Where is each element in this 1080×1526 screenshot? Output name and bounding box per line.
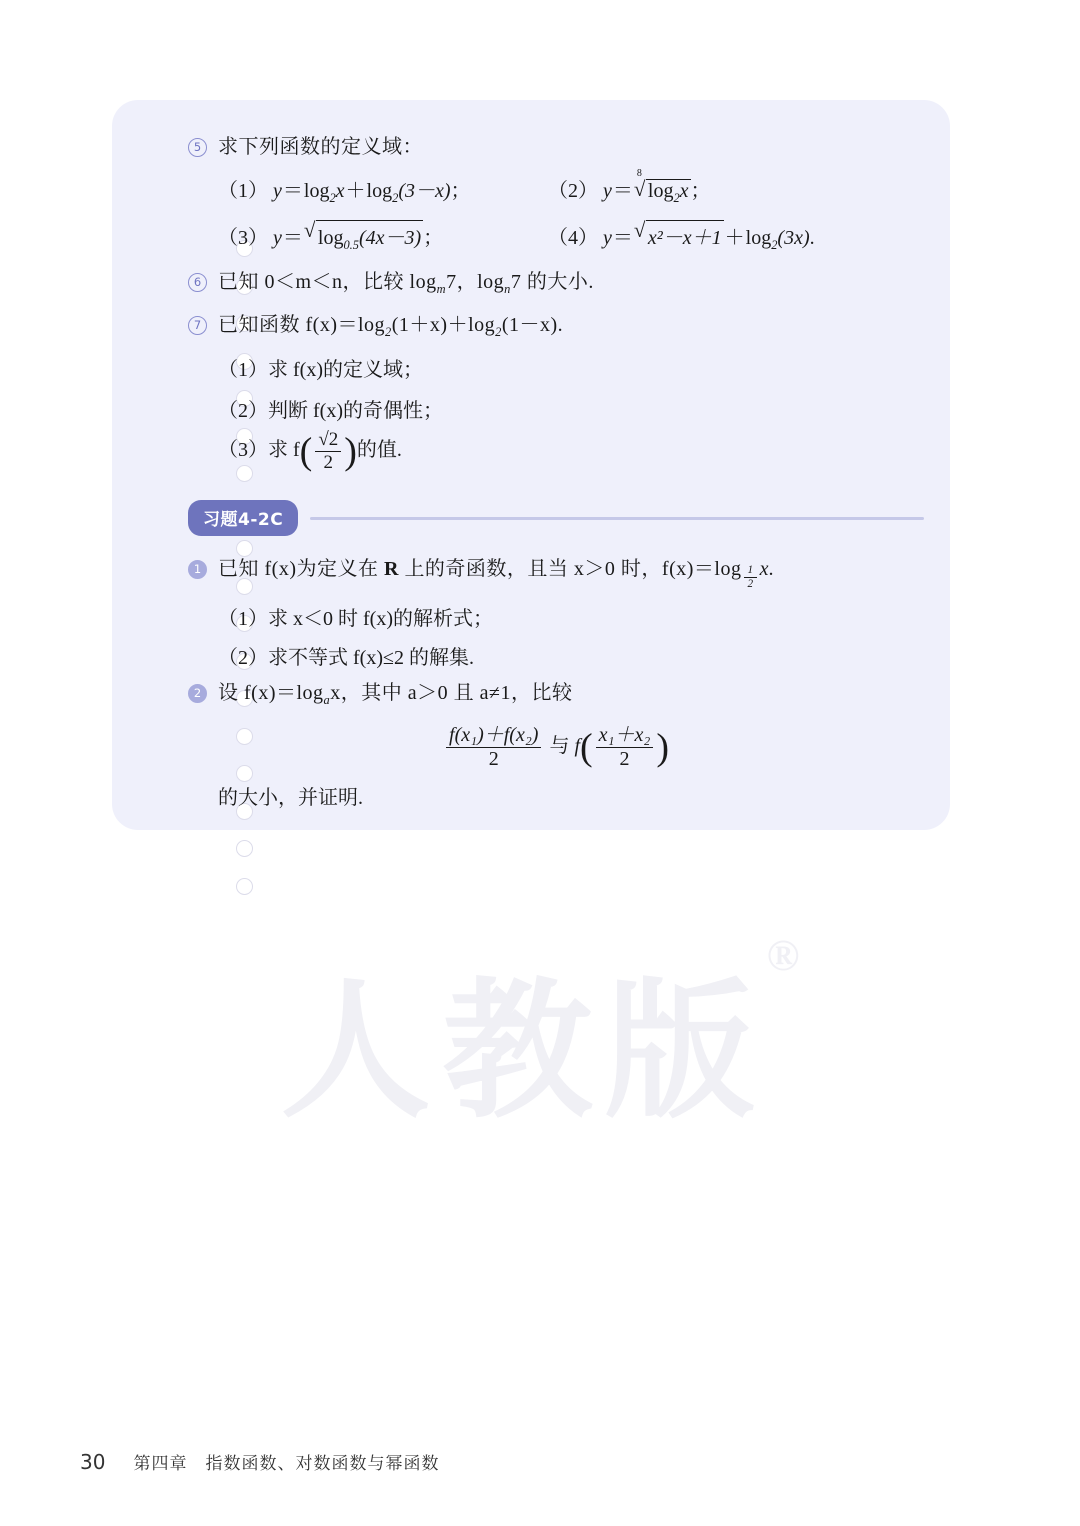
section-header: [188, 500, 924, 536]
formula-middle: 与: [549, 734, 570, 757]
sub-fraction-denominator: 2: [744, 577, 756, 591]
item-6-sub-m: m: [436, 282, 447, 296]
item-5-2-y: y: [603, 180, 612, 202]
item-5-3-eq: ＝: [282, 227, 303, 249]
radical-8th-root: [634, 168, 691, 206]
item-5-4-arg: (3x): [777, 227, 810, 249]
formula-left-fraction: [446, 724, 541, 771]
item-c1-sub-fraction: [741, 563, 759, 590]
item-6-part-b: 7，log: [446, 271, 505, 293]
fraction-numerator: √2: [318, 429, 339, 451]
item-6-part-c: 7 的大小.: [510, 271, 594, 293]
item-5-2-log: log: [647, 180, 674, 202]
fraction-denominator: 2: [315, 451, 341, 474]
radical-sqrt-3: [304, 220, 423, 253]
item-5-1-label: （1）: [218, 180, 268, 202]
item-5-3-arg: (4x－3): [358, 227, 422, 249]
item-5-3-end: ；: [423, 227, 444, 249]
item-5-2-base: 2: [673, 191, 680, 205]
item-c2-text: [218, 678, 572, 710]
exercise-content: [188, 132, 924, 810]
publisher-watermark: [0, 930, 1080, 1146]
item-number-6: 6: [188, 273, 207, 292]
item-6-sub-n: n: [504, 282, 511, 296]
item-5-1-log2: log: [366, 180, 393, 202]
item-5-1-log1: log: [303, 180, 330, 202]
item-c1-bold-R: R: [383, 558, 399, 581]
item-5-1-arg1: x: [335, 180, 345, 202]
item-7-sub-3: [188, 429, 924, 474]
formula-left-numerator: f(x₁)＋f(x₂): [449, 723, 539, 746]
item-5-1-end: ；: [450, 180, 471, 202]
exercise-card: [112, 100, 950, 830]
item-c2-a: 设 f(x)＝log: [218, 681, 324, 704]
exercise-c-item-2: [188, 678, 924, 710]
item-number-5: 5: [188, 138, 207, 157]
item-5-4-y: y: [603, 227, 612, 249]
watermark-text: 人教版: [280, 970, 767, 1136]
section-divider: [310, 517, 924, 520]
item-5-2-end: ；: [690, 180, 711, 202]
radical-sqrt-4: [634, 220, 724, 250]
item-7-stem-c: (1＋x)＋log: [391, 314, 496, 337]
formula-right-paren: ): [656, 726, 669, 769]
item-5-2-eq: ＝: [612, 180, 633, 202]
item-7-sub-3-b: 的值.: [356, 439, 402, 462]
item-c1-a: 已知 f(x)为定义在: [218, 558, 384, 581]
item-7-stem-d: 2: [495, 325, 502, 340]
item-6-part-a: 已知 0＜m＜n，比较 log: [218, 271, 437, 293]
item-c1-c: x.: [759, 558, 775, 581]
item-5-1-plus: ＋: [345, 180, 366, 202]
item-5-3-base: 0.5: [343, 238, 359, 252]
item-5-4-base: 2: [771, 238, 778, 252]
item-5-1-base1: 2: [329, 191, 336, 205]
formula-right-numerator: x₁＋x₂: [598, 723, 651, 746]
item-5-1-base2: 2: [392, 191, 399, 205]
formula-left-denominator: 2: [446, 747, 541, 771]
item-c2-tail: 的大小，并证明.: [218, 786, 363, 809]
item-7-sub-2: （2）判断 f(x)的奇偶性；: [218, 400, 443, 423]
item-c1-sub-2: （2）求不等式 f(x)≤2 的解集.: [218, 646, 474, 669]
item-5-2-label: （2）: [548, 180, 598, 202]
sub-fraction-numerator: 1: [747, 563, 754, 576]
item-6-text: [218, 267, 594, 299]
item-c2-formula: [188, 724, 924, 771]
item-7-sub-1: （1）求 f(x)的定义域；: [218, 359, 423, 382]
item-5-4-end: .: [809, 227, 815, 249]
item-number-c1: 1: [188, 560, 207, 579]
chapter-title: 第四章 指数函数、对数函数与幂函数: [133, 1454, 440, 1473]
item-5-stem: 求下列函数的定义域：: [218, 136, 423, 158]
formula-right-fn: f: [574, 734, 580, 757]
item-c1-text: [218, 554, 774, 590]
fraction-sqrt2-over-2: [315, 429, 341, 474]
item-7-stem-a: 已知函数 f(x)＝log: [218, 314, 386, 337]
item-5-3-y: y: [273, 227, 282, 249]
formula-right-fraction: [596, 724, 654, 771]
exercise-c-item-1: [188, 554, 924, 590]
radical-index: √ 8: [636, 168, 642, 179]
registered-mark-icon: ®: [766, 931, 800, 980]
item-5-1-y: y: [273, 180, 282, 202]
item-5-1-eq: ＝: [282, 180, 303, 202]
item-7-stem-b: 2: [385, 325, 392, 340]
item-number-c2: 2: [188, 684, 207, 703]
item-c2-sub-a: a: [323, 692, 331, 707]
page-number: 30: [80, 1450, 106, 1474]
section-title: 习题4-2C: [188, 500, 298, 536]
page-footer: [80, 1449, 439, 1474]
item-5-4-log: log: [745, 227, 772, 249]
formula-right-denominator: 2: [596, 747, 654, 771]
item-5-4-plus: ＋: [724, 227, 745, 249]
item-5-4-label: （4）: [548, 227, 598, 249]
exercise-item-7: [188, 310, 924, 342]
item-5-1-arg2: (3－x): [398, 180, 451, 202]
item-5-line-2: [188, 220, 924, 253]
exercise-item-5: [188, 132, 924, 163]
item-7-stem-e: (1－x).: [501, 314, 564, 337]
item-5-2-arg: x: [679, 180, 689, 202]
item-number-7: 7: [188, 316, 207, 335]
formula-left-paren: (: [580, 726, 593, 769]
item-c2-b: x，其中 a＞0 且 a≠1，比较: [330, 681, 573, 704]
item-5-3-label: （3）: [218, 227, 268, 249]
punch-hole: [236, 878, 253, 895]
item-c1-b: 上的奇函数，且当 x＞0 时，f(x)＝log: [398, 558, 742, 581]
item-7-stem: [218, 310, 563, 342]
left-paren: (: [299, 430, 313, 473]
right-paren: ): [344, 430, 357, 473]
exercise-item-6: [188, 267, 924, 299]
item-5-4-eq: ＝: [612, 227, 633, 249]
item-5-4-inner: x²－x＋1: [646, 220, 724, 250]
item-5-3-log: log: [317, 227, 344, 249]
item-c1-sub-1: （1）求 x＜0 时 f(x)的解析式；: [218, 607, 493, 630]
item-5-line-1: [188, 168, 924, 206]
punch-hole: [236, 840, 253, 857]
item-7-sub-3-a: （3）求 f: [218, 439, 300, 462]
